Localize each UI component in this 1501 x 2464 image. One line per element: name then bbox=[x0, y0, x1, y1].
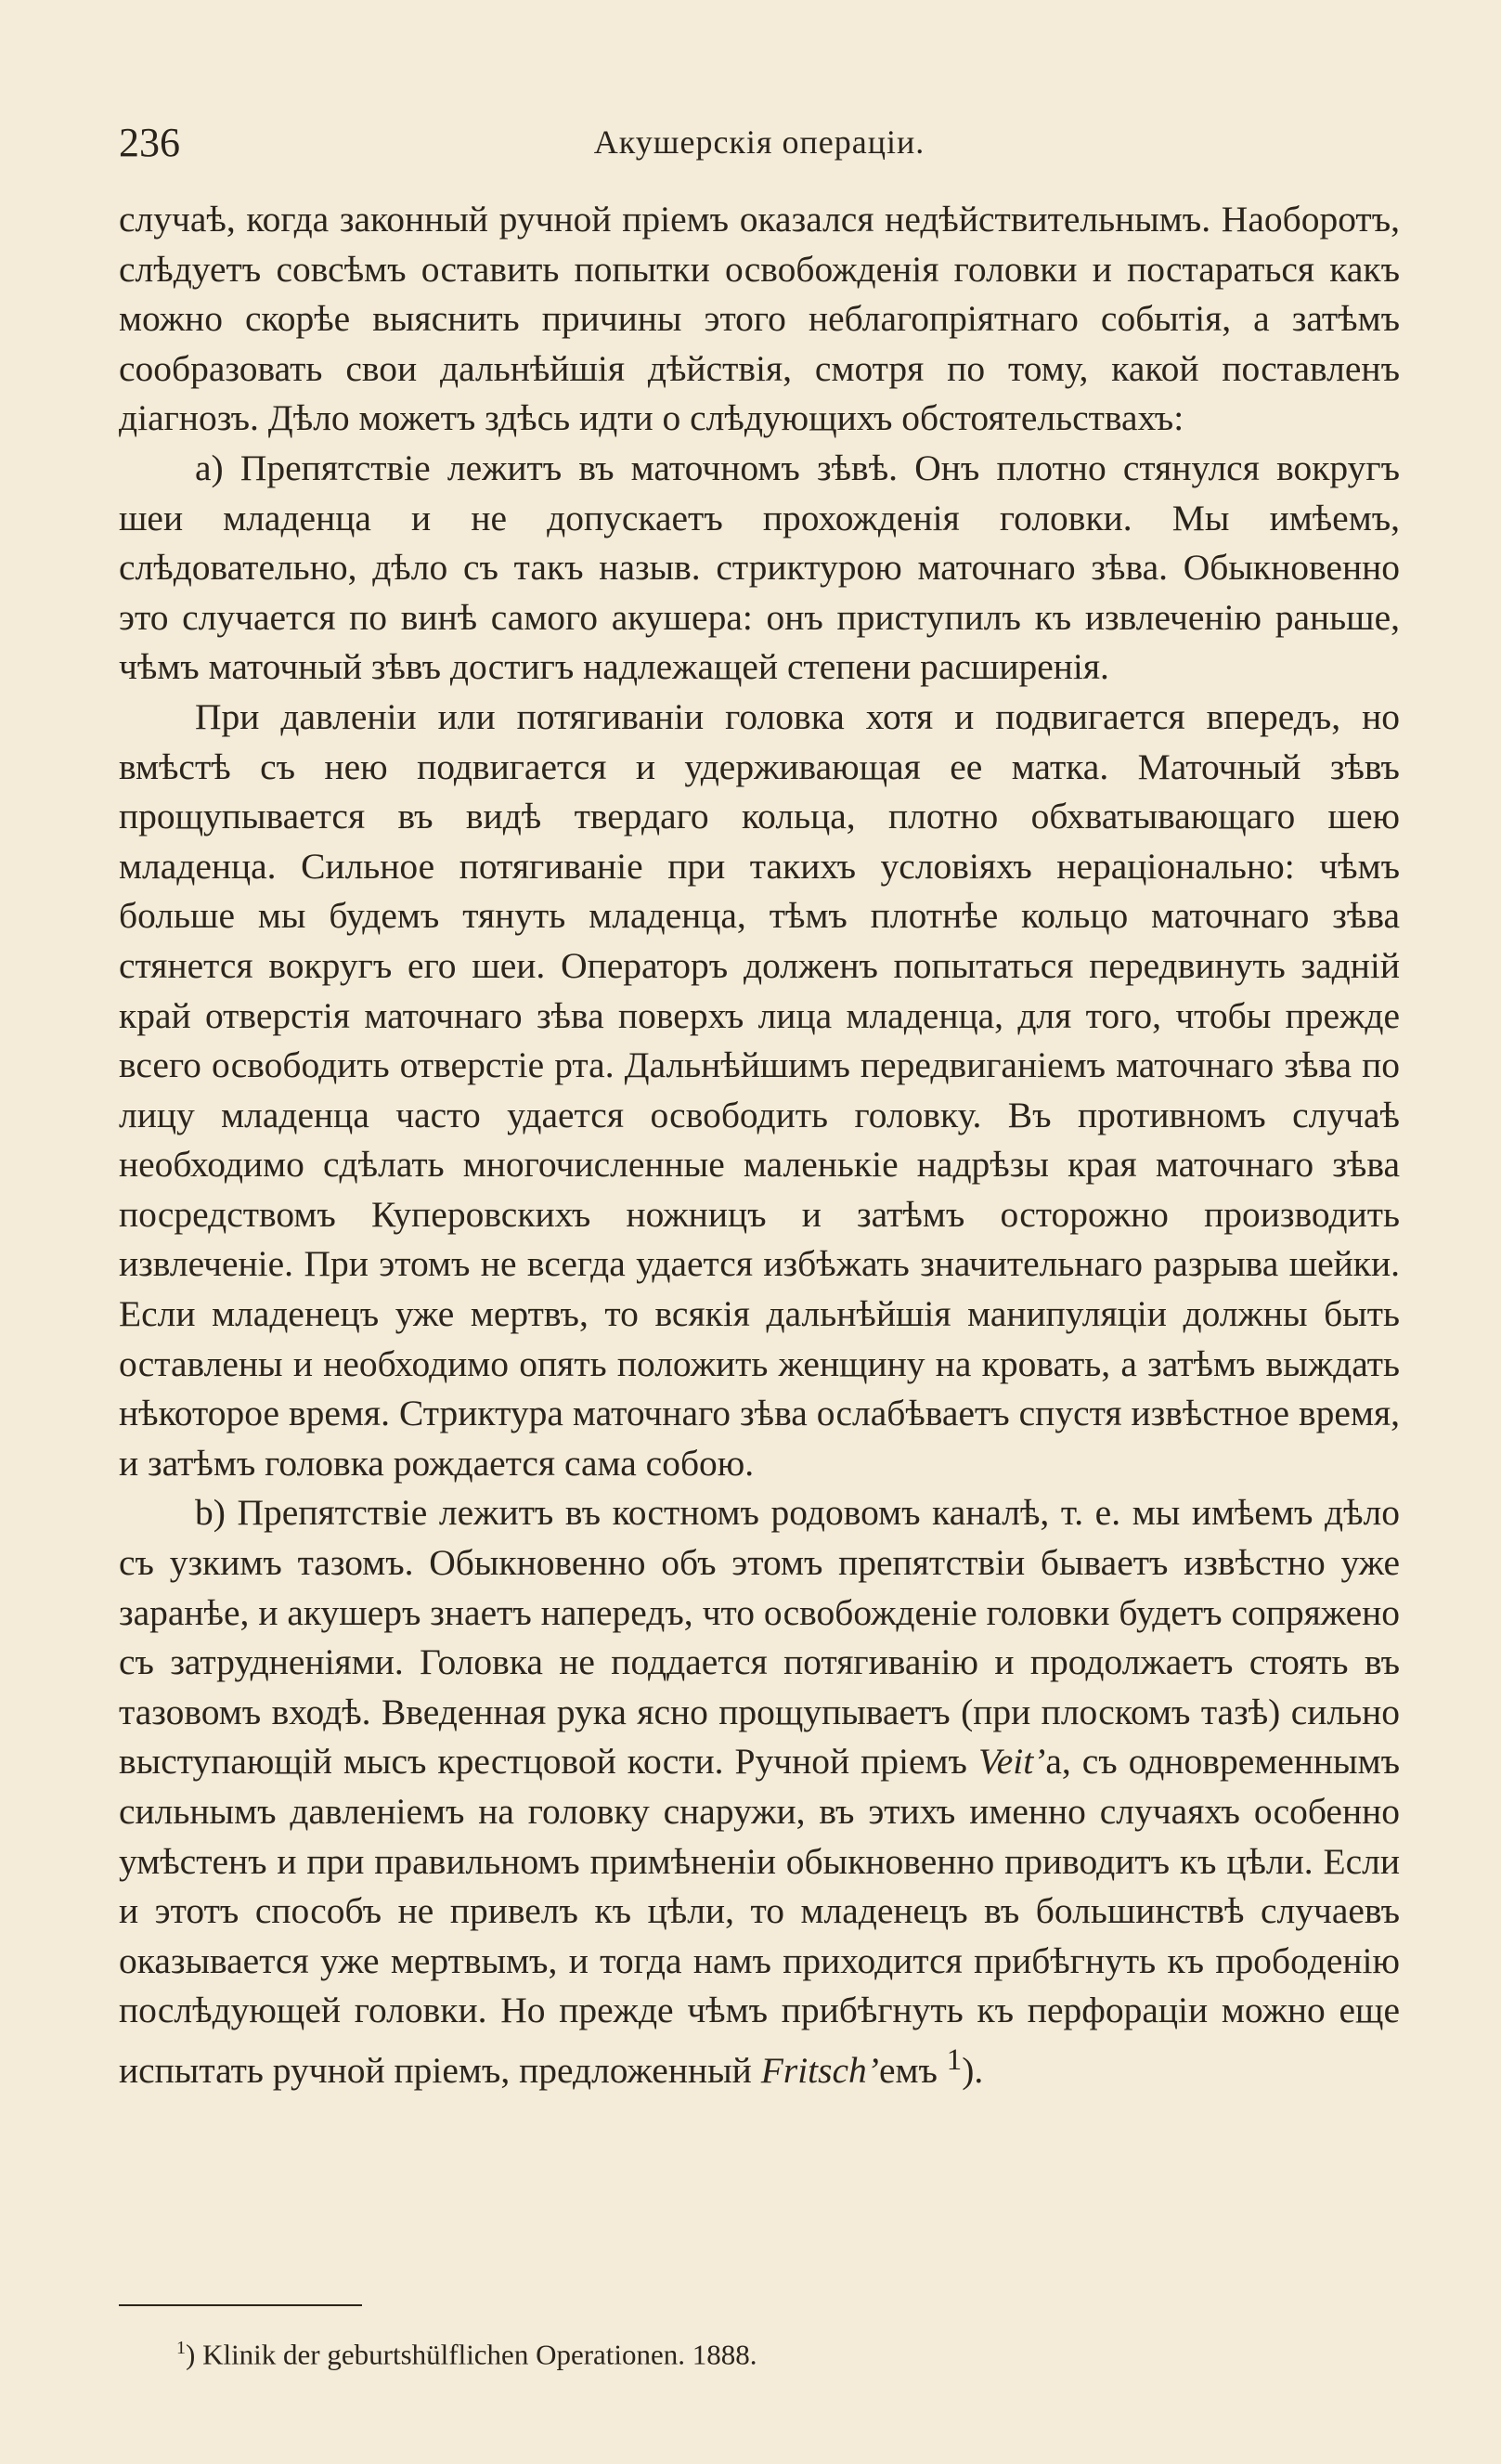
author-name-fritsch: Fritsch’ bbox=[760, 2050, 879, 2092]
paragraph-b-before: b) Препятствіе лежитъ въ костномъ родовомъ каналѣ, т. е. мы имѣемъ дѣло съ узкимъ тазомъ. Обыкновенно объ этомъ препятствіи бываетъ извѣстно уже заранѣе, и акушеръ знаетъ напередъ, что освобожденіе головки будетъ сопряжено съ затрудненіями. Головка не поддается потягиванію и продолжаетъ стоять въ тазовомъ входѣ. Введенная рука ясно прощупываетъ (при плоскомъ тазѣ) сильно выступающій мысъ крестцовой кости. Ручной пріемъ bbox=[119, 1492, 1400, 1783]
page-header bbox=[119, 119, 1400, 175]
footnote bbox=[176, 2338, 757, 2371]
paragraph-b bbox=[119, 1488, 1400, 2095]
paragraph-2: При давленіи или потягиваніи головка хотя и подвигается впередъ, но вмѣстѣ съ нею подвигается и удерживающая ее матка. Маточный зѣвъ прощупывается въ видѣ твердаго кольца, плотно обхватывающаго шею младенца. Сильное потягиваніе при такихъ условіяхъ нераціонально: чѣмъ больше мы будемъ тянуть младенца, тѣмъ плотнѣе кольцо маточнаго зѣва стянется вокругъ его шеи. Операторъ долженъ попытаться передвинуть задній край отверстія маточнаго зѣва поверхъ лица младенца, для того, чтобы прежде всего освободить отверстіе рта. Дальнѣйшимъ передвиганіемъ маточнаго зѣва по лицу младенца часто удается освободить головку. Въ противномъ случаѣ необходимо сдѣлать многочисленные маленькіе надрѣзы края маточнаго зѣва посредствомъ Куперовскихъ ножницъ и затѣмъ осторожно производить извлеченіе. При этомъ не всегда удается избѣжать значительнаго разрыва шейки. Если младенецъ уже мертвъ, то всякія дальнѣйшія манипуляціи должны быть оставлены и необходимо опять положить женщину на кровать, а затѣмъ выждать нѣкоторое время. Стриктура маточнаго зѣва ослабѣваетъ спустя извѣстное время, и затѣмъ головка рождается сама собою. bbox=[119, 695, 1400, 1484]
footnote-marker: 1 bbox=[176, 2338, 186, 2358]
author-name-veit: Veit’ bbox=[977, 1741, 1046, 1783]
paragraph-b-after: емъ bbox=[878, 2050, 947, 2092]
footnote-divider bbox=[119, 2304, 362, 2306]
running-head: Акушерскія операціи. bbox=[593, 123, 925, 161]
paragraph-b-middle: а, съ одновременнымъ сильнымъ давленіемъ на головку снаружи, въ этихъ именно случаяхъ особенно умѣстенъ и при правильномъ примѣненіи обыкновенно приводитъ къ цѣли. Если и этотъ способъ не привелъ къ цѣли, то младенецъ въ большинствѣ случаевъ оказывается уже мертвымъ, и тогда намъ приходится прибѣгнуть къ прободенію послѣдующей головки. Но прежде чѣмъ прибѣгнуть къ перфораціи можно еще испытать ручной пріемъ, предложенный bbox=[119, 1741, 1400, 2092]
footnote-ref: 1 bbox=[946, 2043, 963, 2077]
paragraph-a: a) Препятствіе лежитъ въ маточномъ зѣвѣ. Онъ плотно стянулся вокругъ шеи младенца и не допускаетъ прохожденія головки. Мы имѣемъ, слѣдовательно, дѣло съ такъ назыв. стриктурою маточнаго зѣва. Обыкновенно это случается по винѣ самого акушера: онъ приступилъ къ извлеченію раньше, чѣмъ маточный зѣвъ достигъ надлежащей степени расширенія. bbox=[119, 447, 1400, 688]
page-number: 236 bbox=[119, 120, 180, 165]
footnote-text: ) Klinik der geburtshülflichen Operationen. 1888. bbox=[186, 2338, 757, 2371]
paragraph-1: случаѣ, когда законный ручной пріемъ оказался недѣйствительнымъ. Наоборотъ, слѣдуетъ совсѣмъ оставить попытки освобожденія головки и постараться какъ можно скорѣе выяснить причины этого неблагопріятнаго событія, а затѣмъ сообразовать свои дальнѣйшія дѣйствія, смотря по тому, какой поставленъ діагнозъ. Дѣло можетъ здѣсь идти о слѣдующихъ обстоятельствахъ: bbox=[119, 199, 1400, 439]
body-text bbox=[119, 195, 1400, 2096]
paragraph-b-end: ). bbox=[962, 2050, 984, 2092]
